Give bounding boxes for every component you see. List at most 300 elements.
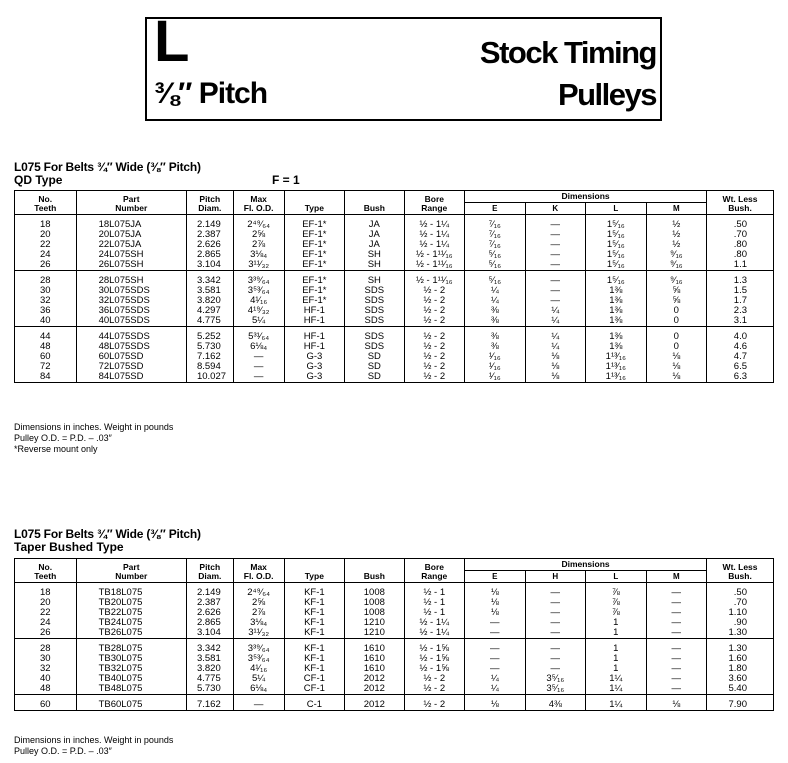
dim-4-cell: — [646,684,707,695]
col-pitch-header: Pitch Diam. [186,559,233,583]
dim-4-cell: — [646,628,707,639]
bush-cell: 2012 [345,700,404,711]
weight-cell: 7.90 [707,700,774,711]
bore-range-cell: ½ - 2 [404,684,465,695]
dim-4-cell: 0 [646,316,707,327]
dimensions-header: Dimensions [465,559,707,571]
table-row [15,372,774,383]
pitch-diam-cell: 3.342 [186,644,233,654]
bore-range-cell: ½ - 1¹¹⁄₁₆ [404,250,465,260]
dim-3-cell: 1⅜ [586,316,647,327]
dim-1-cell: ⅜ [465,306,526,316]
weight-cell: 1.7 [707,296,774,306]
pitch-diam-cell: 3.342 [186,276,233,286]
part-number-cell: TB20L075 [76,598,186,608]
dim-2-cell: — [525,628,586,639]
dim-2-cell: — [525,588,586,598]
dim-2-cell: ⅛ [525,362,586,372]
max-fl-od-cell: — [233,352,284,362]
dim-3-cell: 1 [586,644,647,654]
dim-4-cell: ⁹⁄₁₆ [646,276,707,286]
bush-cell: 1610 [345,664,404,674]
pitch-label: ⅜″ Pitch [154,77,268,110]
dim-3-cell: 1¹³⁄₁₆ [586,362,647,372]
max-fl-od-cell: — [233,700,284,711]
dim-2-cell: ¼ [525,342,586,352]
weight-cell: 1.1 [707,260,774,271]
teeth-cell: 24 [15,618,77,628]
max-fl-od-cell: 3³⁹⁄₆₄ [233,644,284,654]
weight-cell: 1.30 [707,628,774,639]
part-number-cell: 60L075SD [76,352,186,362]
weight-cell: 1.60 [707,654,774,664]
dim-2-cell: — [525,240,586,250]
bush-cell: SH [345,250,404,260]
max-fl-od-cell: 4¹⁄₁₆ [233,664,284,674]
bore-range-cell: ½ - 2 [404,332,465,342]
pitch-diam-cell: 3.104 [186,260,233,271]
dim-3-cell: 1⅜ [586,306,647,316]
dim-4-cell: — [646,598,707,608]
pitch-diam-cell: 3.820 [186,296,233,306]
qd-f-value: F = 1 [272,173,300,187]
dim-1-cell: ⁵⁄₁₆ [465,250,526,260]
teeth-cell: 72 [15,362,77,372]
max-fl-od-cell: 3⅛₄ [233,618,284,628]
dim-3-cell: 1⅜ [586,332,647,342]
bush-cell: 1610 [345,654,404,664]
type-cell: CF-1 [284,684,345,695]
bush-cell: SD [345,372,404,383]
dim-3-cell: 1 [586,654,647,664]
max-fl-od-cell: 3¹¹⁄₃₂ [233,628,284,639]
bore-range-cell: ½ - 1¹¹⁄₁₆ [404,276,465,286]
pitch-diam-cell: 2.387 [186,598,233,608]
type-cell: EF-1* [284,276,345,286]
col-m-header: M [646,203,707,215]
max-fl-od-cell: 3⅛₄ [233,250,284,260]
weight-cell: 4.0 [707,332,774,342]
max-fl-od-cell: 6⅛₄ [233,342,284,352]
teeth-cell: 32 [15,664,77,674]
bore-range-cell: ½ - 2 [404,342,465,352]
dim-4-cell: — [646,588,707,598]
dim-2-cell: — [525,220,586,230]
col-bush-header: Bush [345,191,404,215]
pitch-diam-cell: 2.626 [186,240,233,250]
dim-1-cell: ⁷⁄₁₆ [465,220,526,230]
dim-2-cell: — [525,598,586,608]
part-number-cell: TB32L075 [76,664,186,674]
bush-cell: 1008 [345,598,404,608]
teeth-cell: 44 [15,332,77,342]
col-bush-header: Bush [345,559,404,583]
type-cell: HF-1 [284,332,345,342]
dim-2-cell: — [525,276,586,286]
pitch-diam-cell: 2.149 [186,588,233,598]
bore-range-cell: ½ - 1 [404,588,465,598]
part-number-cell: 48L075SDS [76,342,186,352]
max-fl-od-cell: 3⁵³⁄₆₄ [233,654,284,664]
teeth-cell: 18 [15,220,77,230]
dim-4-cell: — [646,664,707,674]
weight-cell: 2.3 [707,306,774,316]
dim-3-cell: 1¼ [586,700,647,711]
dim-2-cell: ¼ [525,306,586,316]
dim-4-cell: — [646,674,707,684]
part-number-cell: TB30L075 [76,654,186,664]
bush-cell: SD [345,352,404,362]
teeth-cell: 60 [15,352,77,362]
part-number-cell: TB22L075 [76,608,186,618]
dim-4-cell: ½ [646,240,707,250]
bush-cell: 1610 [345,644,404,654]
type-cell: EF-1* [284,260,345,271]
col-h-header: H [525,571,586,583]
dim-4-cell: ⅛ [646,362,707,372]
teeth-cell: 30 [15,654,77,664]
col-pitch-header: Pitch Diam. [186,191,233,215]
col-e-header: E [465,571,526,583]
type-cell: G-3 [284,362,345,372]
pitch-diam-cell: 4.775 [186,316,233,327]
max-fl-od-cell: 4¹⁹⁄₃₂ [233,306,284,316]
table-row [15,684,774,695]
teeth-cell: 28 [15,276,77,286]
qd-section-title: L075 For Belts ¾″ Wide (⅜″ Pitch) [14,160,201,174]
dim-3-cell: 1¹³⁄₁₆ [586,372,647,383]
dim-1-cell: — [465,654,526,664]
bore-range-cell: ½ - 1 [404,598,465,608]
part-number-cell: 30L075SDS [76,286,186,296]
col-l-header: L [586,203,647,215]
dim-3-cell: 1⁵⁄₁₆ [586,276,647,286]
bore-range-cell: ½ - 2 [404,674,465,684]
col-type-header: Type [284,191,345,215]
dim-2-cell: — [525,286,586,296]
type-cell: G-3 [284,352,345,362]
qd-table-body [15,215,774,383]
pitch-diam-cell: 8.594 [186,362,233,372]
col-bore-header: Bore Range [404,191,465,215]
dim-2-cell: — [525,644,586,654]
tb-table-body [15,583,774,711]
bore-range-cell: ½ - 2 [404,372,465,383]
pitch-diam-cell: 3.820 [186,664,233,674]
part-number-cell: 40L075SDS [76,316,186,327]
dim-3-cell: 1⁵⁄₁₆ [586,250,647,260]
pitch-diam-cell: 5.730 [186,684,233,695]
part-number-cell: TB26L075 [76,628,186,639]
bush-cell: JA [345,230,404,240]
bush-cell: 1008 [345,608,404,618]
weight-cell: .80 [707,250,774,260]
pitch-diam-cell: 2.865 [186,250,233,260]
bush-cell: 2012 [345,674,404,684]
dim-4-cell: 0 [646,332,707,342]
part-number-cell: TB60L075 [76,700,186,711]
max-fl-od-cell: 6⅛₄ [233,684,284,695]
type-cell: KF-1 [284,654,345,664]
type-cell: EF-1* [284,230,345,240]
teeth-cell: 20 [15,230,77,240]
teeth-cell: 30 [15,286,77,296]
dim-3-cell: 1¼ [586,674,647,684]
dim-1-cell: ⅜ [465,332,526,342]
col-teeth-header: No. Teeth [15,191,77,215]
pitch-diam-cell: 5.730 [186,342,233,352]
dim-2-cell: 3⁵⁄₁₆ [525,684,586,695]
col-part-header: Part Number [76,559,186,583]
dim-1-cell: ⅛ [465,598,526,608]
dim-3-cell: 1 [586,664,647,674]
dim-4-cell: ⁹⁄₁₆ [646,260,707,271]
max-fl-od-cell: 5³¹⁄₆₄ [233,332,284,342]
title-box [145,9,662,121]
bore-range-cell: ½ - 2 [404,362,465,372]
tb-section-title: L075 For Belts ¾″ Wide (⅜″ Pitch) [14,527,201,541]
max-fl-od-cell: — [233,362,284,372]
type-cell: KF-1 [284,608,345,618]
dim-1-cell: ¼ [465,674,526,684]
dim-3-cell: ⅞ [586,608,647,618]
bush-cell: JA [345,240,404,250]
col-weight-header: Wt. Less Bush. [707,191,774,215]
weight-cell: 5.40 [707,684,774,695]
bore-range-cell: ½ - 1 [404,608,465,618]
max-fl-od-cell: 2⁴⁹⁄₆₄ [233,588,284,598]
bore-range-cell: ½ - 2 [404,352,465,362]
dimensions-header: Dimensions [465,191,707,203]
dim-1-cell: ⁷⁄₁₆ [465,240,526,250]
pitch-diam-cell: 3.581 [186,286,233,296]
max-fl-od-cell: 3¹¹⁄₃₂ [233,260,284,271]
pitch-diam-cell: 2.626 [186,608,233,618]
col-part-header: Part Number [76,191,186,215]
dim-4-cell: ⁹⁄₁₆ [646,250,707,260]
dim-3-cell: 1¼ [586,684,647,695]
dim-4-cell: ⅛ [646,372,707,383]
dim-4-cell: — [646,608,707,618]
qd-spec-table [14,190,774,383]
dim-1-cell: — [465,628,526,639]
weight-cell: .90 [707,618,774,628]
pitch-diam-cell: 2.865 [186,618,233,628]
weight-cell: .50 [707,588,774,598]
col-type-header: Type [284,559,345,583]
qd-note-reverse: *Reverse mount only [14,444,98,454]
table-row [15,316,774,327]
dim-3-cell: 1¹³⁄₁₆ [586,352,647,362]
pitch-diam-cell: 2.387 [186,230,233,240]
dim-1-cell: ¹⁄₁₆ [465,372,526,383]
bore-range-cell: ½ - 1⅝ [404,644,465,654]
dim-2-cell: — [525,250,586,260]
dim-3-cell: ⅞ [586,598,647,608]
type-cell: KF-1 [284,628,345,639]
pitch-diam-cell: 4.775 [186,674,233,684]
bush-cell: SDS [345,286,404,296]
weight-cell: .80 [707,240,774,250]
part-number-cell: 44L075SDS [76,332,186,342]
dim-1-cell: ¼ [465,296,526,306]
dim-3-cell: 1⁵⁄₁₆ [586,240,647,250]
bore-range-cell: ½ - 1¹¹⁄₁₆ [404,260,465,271]
weight-cell: 3.60 [707,674,774,684]
part-number-cell: 32L075SDS [76,296,186,306]
dim-4-cell: 0 [646,306,707,316]
type-cell: KF-1 [284,644,345,654]
bush-cell: SH [345,260,404,271]
bush-cell: SDS [345,332,404,342]
type-cell: HF-1 [284,342,345,352]
max-fl-od-cell: 4¹⁄₁₆ [233,296,284,306]
weight-cell: 4.6 [707,342,774,352]
dim-1-cell: ⅛ [465,700,526,711]
pitch-diam-cell: 7.162 [186,700,233,711]
col-bore-header: Bore Range [404,559,465,583]
weight-cell: 4.7 [707,352,774,362]
part-number-cell: 18L075JA [76,220,186,230]
type-cell: EF-1* [284,220,345,230]
pitch-diam-cell: 7.162 [186,352,233,362]
dim-1-cell: — [465,618,526,628]
bush-cell: 2012 [345,684,404,695]
tb-note-od: Pulley O.D. = P.D. – .03″ [14,746,112,756]
bore-range-cell: ½ - 1¼ [404,240,465,250]
dim-1-cell: ¹⁄₁₆ [465,352,526,362]
col-m-header: M [646,571,707,583]
dim-2-cell: ⅛ [525,372,586,383]
max-fl-od-cell: 2⅝ [233,230,284,240]
max-fl-od-cell: 3³⁹⁄₆₄ [233,276,284,286]
weight-cell: 1.80 [707,664,774,674]
bore-range-cell: ½ - 2 [404,316,465,327]
dim-1-cell: ⅛ [465,588,526,598]
part-number-cell: TB28L075 [76,644,186,654]
qd-section-subtitle: QD Type [14,173,63,187]
section-letter: L [154,9,190,74]
bush-cell: SDS [345,296,404,306]
dim-4-cell: ⅛ [646,700,707,711]
bore-range-cell: ½ - 1⅝ [404,654,465,664]
qd-note-od: Pulley O.D. = P.D. – .03″ [14,433,112,443]
type-cell: HF-1 [284,316,345,327]
table-row [15,260,774,271]
dim-4-cell: ½ [646,220,707,230]
dim-3-cell: 1 [586,618,647,628]
part-number-cell: 36L075SDS [76,306,186,316]
title-line-1: Stock Timing [479,35,656,70]
bore-range-cell: ½ - 1¼ [404,220,465,230]
weight-cell: .50 [707,220,774,230]
dim-1-cell: ⅜ [465,342,526,352]
dim-4-cell: — [646,654,707,664]
bore-range-cell: ½ - 2 [404,296,465,306]
type-cell: EF-1* [284,240,345,250]
col-max-header: Max Fl. O.D. [233,191,284,215]
dim-2-cell: ¼ [525,316,586,327]
teeth-cell: 22 [15,240,77,250]
dim-2-cell: 4⅜ [525,700,586,711]
dim-4-cell: ⅝ [646,296,707,306]
dim-3-cell: 1⁵⁄₁₆ [586,220,647,230]
dim-3-cell: 1⅜ [586,286,647,296]
part-number-cell: 22L075JA [76,240,186,250]
max-fl-od-cell: — [233,372,284,383]
teeth-cell: 22 [15,608,77,618]
part-number-cell: 72L075SD [76,362,186,372]
pitch-diam-cell: 10.027 [186,372,233,383]
col-k-header: K [525,203,586,215]
type-cell: KF-1 [284,618,345,628]
teeth-cell: 36 [15,306,77,316]
bush-cell: SDS [345,316,404,327]
type-cell: KF-1 [284,664,345,674]
weight-cell: .70 [707,598,774,608]
dim-1-cell: ⅜ [465,316,526,327]
dim-2-cell: — [525,654,586,664]
col-l-header: L [586,571,647,583]
dim-4-cell: ⅛ [646,352,707,362]
weight-cell: 6.3 [707,372,774,383]
weight-cell: .70 [707,230,774,240]
bore-range-cell: ½ - 1¼ [404,230,465,240]
dim-2-cell: — [525,260,586,271]
bush-cell: JA [345,220,404,230]
max-fl-od-cell: 2⅞ [233,240,284,250]
col-teeth-header: No. Teeth [15,559,77,583]
dim-2-cell: — [525,608,586,618]
dim-1-cell: ⁵⁄₁₆ [465,276,526,286]
tb-section-subtitle: Taper Bushed Type [14,540,124,554]
part-number-cell: 84L075SD [76,372,186,383]
bush-cell: SD [345,362,404,372]
table-row [15,700,774,711]
dim-2-cell: 3⁵⁄₁₆ [525,674,586,684]
part-number-cell: TB18L075 [76,588,186,598]
type-cell: KF-1 [284,588,345,598]
part-number-cell: TB40L075 [76,674,186,684]
bush-cell: SDS [345,342,404,352]
dim-2-cell: ¼ [525,332,586,342]
weight-cell: 1.30 [707,644,774,654]
type-cell: CF-1 [284,674,345,684]
dim-1-cell: ⁵⁄₁₆ [465,260,526,271]
bore-range-cell: ½ - 1⅝ [404,664,465,674]
dim-3-cell: ⅞ [586,588,647,598]
teeth-cell: 24 [15,250,77,260]
teeth-cell: 28 [15,644,77,654]
dim-3-cell: 1⅜ [586,342,647,352]
teeth-cell: 40 [15,316,77,327]
dim-3-cell: 1⁵⁄₁₆ [586,260,647,271]
type-cell: HF-1 [284,306,345,316]
part-number-cell: TB24L075 [76,618,186,628]
type-cell: C-1 [284,700,345,711]
dim-1-cell: — [465,644,526,654]
teeth-cell: 40 [15,674,77,684]
teeth-cell: 84 [15,372,77,383]
dim-2-cell: — [525,618,586,628]
weight-cell: 1.5 [707,286,774,296]
max-fl-od-cell: 3⁵³⁄₆₄ [233,286,284,296]
max-fl-od-cell: 5¼ [233,316,284,327]
type-cell: EF-1* [284,250,345,260]
dim-1-cell: ⅛ [465,608,526,618]
teeth-cell: 60 [15,700,77,711]
pitch-diam-cell: 3.104 [186,628,233,639]
